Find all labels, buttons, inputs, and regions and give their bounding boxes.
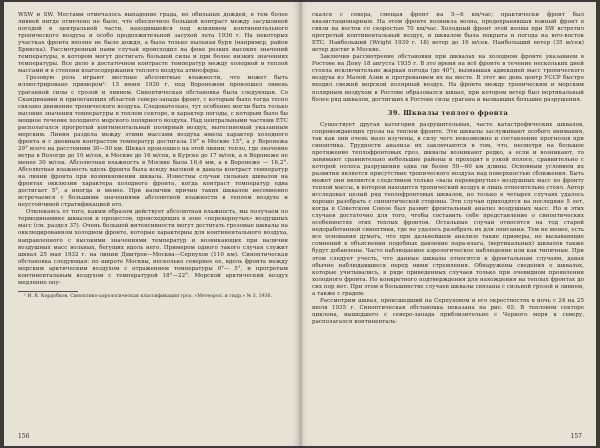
- left-page-text: [18, 12, 288, 287]
- footnote-divider: [18, 291, 78, 292]
- page-number: 157: [570, 433, 582, 440]
- paragraph: Грозовую роль играют местные абсолютные влажности, что может быть иллюстрировано примером¹: 15 июня 1930 г. под Воронежем произошел ливень ураганной силы с грозой и ливнем. Синоптическая обстановка была следующая. Со Скандинавии и прилегающих областей северо-запада фронт, с которым было тогда тесно связано движение тропического воздуха. Следовательно, тут особенно могли быть только высокие значения температуры в теплом секторе, и характер погоды, с которым было бы мощное течение холодного морского полярного воздуха. Над центральными частями ЕТС располагался прогретый континентальный полярный воздух, вытесняемый указанным морским. Линия раздела между этими массами воздуха имела характер холодного фронта и с дневным контрастом температур достигала 19° в Москве 15°, а у Воронежа 29° всего на расстоянии 30—50 км. Шквал произошел на этой линии; тепло, где значение ветра в Вологде до 10 м/сек, в Москве до 16 м/сек, в Курске до 17 м/сек, а в Воронеже не менее 30 м/сек. Абсолютная влажность в Москве была 10,4 мм, а в Воронеже — 16,2°. Абсолютная влажность вдоль фронта была всюду высокой и давала контраст температур на линии фронта при возникновении шквала. Известны случаи сильных шквалов на фронтах окклюзии характера холодного фронта, когда контраст температур едва достигает 5°, а иногда и менее. При наличии причин таких шквалов несомненно встречаемся с большими значениями абсолютной влажности в теплом воздухе и неустойчивой стратификацией его.: [18, 75, 288, 209]
- paragraph: Заключив рассмотрение обстановки при шквалах на холодном фронте указанием в Ростове на Дону 18 августа 1935 г. В это время на всё фронте в течение нескольких дней стояла исключительно жаркая погода (до 40°), вызвавшая адвекцией масс тропического воздуха из Малой Азии и прогреванием их на месте. В этот же день центр УССР быстро входил свежий морской полярный воздух. На фронте между тропическим и морским полярным воздухом в Ростове образовался шквал, при котором ветер был вертикальный более ряд шквалов, достигших в Ростове силы урагана и вызвавших большие разрушения.: [312, 54, 584, 103]
- section-heading: 39. Шквалы теплого фронта: [387, 108, 509, 117]
- paragraph: Отвлекаясь от того, каким образом действует абсолютная влажность, мы получаем по термодинамике шквалов и процессов, происходящих в зоне «перевернутых» воздушных масс (см. раздел 37). Очень большой интенсивности могут достигать грозовые шквалы на окклюдированном холодном фронте, которые характерны для континентального воздуха, направленного с высокими значениями температур и возникающих при наличии воздушных масс вольных, бегущих вдоль него. Примером одного такого случая служит шквал 25 мая 1932 г. на линии Дмитров—Москва—Серпухов (110 км). Синоптическая обстановка следующая: по широте Москвы, несколько севернее ее, вдоль фронта между морским арктическим воздухом с отражением температуры 0°— 5°, и прогретым континентальным воздухом с температурой 18°—22°. Морской арктический воздух медленно опу-: [18, 209, 288, 286]
- right-page-text: [312, 12, 584, 326]
- paragraph: скался с севера, смещая фронт на 5—6 км/час; практически фронт был квазистационарным. На этом фронте возникла волна, предохранявшая южный фронт в связи на восток со скоростью 70 км/час. Холодный фронт этой волны при SW встретил прогретый континентальный воздух, и шквалом была покрыта и погода на юго-восток ЕТС. Наибольший (Wright 1939 г. 18) ветер до 16 м/сек. Наибольший ветер (35 м/сек) ветер достиг в Москве.: [312, 12, 584, 54]
- footnote: ¹ И. В. Кордобков, Синоптико-аэрологическая классификация гроз. «Метеорол. и гидр.» № 3, 1936.: [24, 293, 272, 299]
- page-number: 156: [18, 433, 30, 440]
- left-page: [4, 2, 300, 446]
- paragraph: Рассмотрим шквал, происшедший на Серпуховом и его окрестностях в ночь с 24 на 25 июля 1935 г. Синоптическая обстановка показана на рис. 65. В тепловом секторе циклона, вышедшего с северо-запада приблизительно с Черного моря к северу, располагался континенталь-: [312, 297, 584, 325]
- paragraph: Существует другая категория разрушительных, часто катастрофических шквалов, сопровождающих грозы на теплом фронте. Эти шквалы заслуживают особого внимания, так как они очень мало изучены, в силу чего невозможно и составление прогнозов при синоптика. Трудности анализа их заключаются в том, что, несмотря на большое протяжение теплофронтовых гроз, шквалы возникают редко, а если и возникают, то занимают сравнительно небольшие районы и проходят в узкой полосе, сравнительно с которой полоса разрушения едва ли более 50—60 км длины. Основным условием их развития является присутствие тропического воздуха над поверхностью сближения. Быть может они являются следствием только «вала перевернутых» воздушных масс по фронту теплой массы, в котором находится тропический воздух и лишь относительно стоял. Автор исследовал целый ряд теплофронтовых шквалов, но только в четырех случаях удалось хорошо разобрать с синоптической стороны. Эти случаи приходятся на последние 5 лет, когда в Советском Союзе был развит фронтальный анализ воздушных масс. Но и этих случаев достаточно для того, чтобы составить себе представление о синоптических особенностях этих теплых фронтов. Остальные случаи относятся на год старой недоработанной синоптики, где не удалось разобрать их для описания. Тем не менее, есть все основания думать, что при дальнейшем анализе такие примеры, не вызывающие сомнений в объяснении подобных давление пара-влага, (вертикальных) шквалов также будут добавлены. Часто наблюдаемое аэрологическое наблюдение или как типичные. При этом следует учесть, что данные шквалы относятся к фронтальным случаям, давая обычно наблюдавшиеся перед ними стремления. Обнаружены сведения о шквалах, которые учитывались, в ряде приведенных случаев только при очевидном проявлении холодного фронта. Но конкретного подтверждения для нахождения на теплых фронтах до сих пор нет. При этом в большинстве случаев шквалы связаны с сильной грозой и ливнем, а также с градом.: [312, 121, 584, 297]
- right-page: [300, 2, 596, 446]
- book-spread: [4, 2, 596, 446]
- paragraph: WSW и SW. Местами отмечалось выпадение града, но обильных дождей, в тем более ливней нигде отмечено не было, что обеспечило большой контраст между засушливой погодой в центральной части, находившейся под влиянием континентального тропического воздуха и особо продолжительной засухой лета 1936 г. На некоторых участках фронта вполне не было дождя, а была только пыльная буря (например, район Брянска). Рассмотренный нами случай происходил на фоне резких высоких значений температуры, в котором могут достигать большой силы и при более низких значениях температуры. Все дело в достаточном контрасте температур между холодной и теплой массами и в степени влагосодержания теплого воздуха атмосферы.: [18, 12, 288, 75]
